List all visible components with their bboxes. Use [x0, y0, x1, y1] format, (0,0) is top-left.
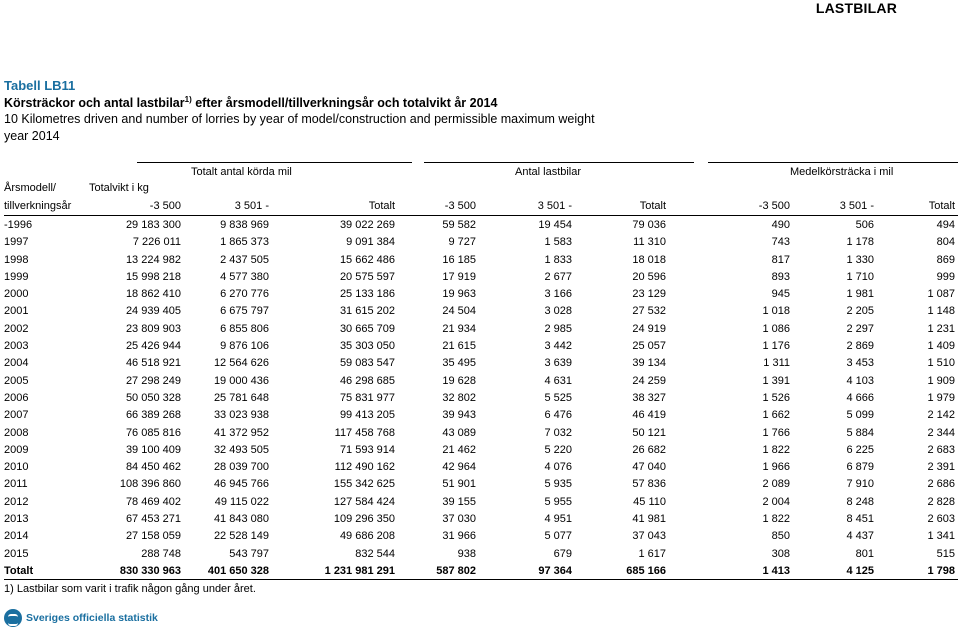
- cell-value: 46 419: [632, 409, 666, 422]
- cell-value: 4 666: [846, 391, 874, 404]
- cell-value: 4 437: [846, 530, 874, 543]
- cell-value: 2 603: [927, 513, 955, 526]
- cell-value: 25 133 186: [339, 288, 395, 301]
- cell-value: 97 364: [538, 564, 572, 577]
- cell-value: 39 134: [632, 357, 666, 370]
- cell-value: 587 802: [436, 564, 476, 577]
- cell-value: 1 979: [927, 391, 955, 404]
- sos-logo: [4, 609, 158, 627]
- cell-value: 18 862 410: [125, 288, 181, 301]
- cell-value: 19 454: [538, 219, 572, 231]
- cell-value: 19 000 436: [213, 374, 269, 387]
- cell-value: 39 022 269: [339, 219, 395, 231]
- cell-value: 1 409: [927, 340, 955, 353]
- cell-value: 1 710: [846, 270, 874, 283]
- cell-value: 4 577 380: [220, 270, 269, 283]
- cell-value: 21 934: [442, 322, 476, 335]
- cell-value: 4 125: [846, 564, 874, 577]
- cell-value: 20 575 597: [339, 270, 395, 283]
- cell-value: 999: [936, 270, 955, 283]
- group-header-antal: Antal lastbilar: [515, 166, 582, 178]
- row-year: 2006: [4, 391, 29, 404]
- col-subheader: Totalt: [928, 200, 955, 212]
- cell-value: 2 677: [544, 270, 572, 283]
- col-subheader: Totalt: [368, 200, 395, 212]
- cell-value: 41 372 952: [213, 426, 269, 439]
- cell-value: 743: [771, 236, 790, 249]
- cell-value: 66 389 268: [125, 409, 181, 422]
- cell-value: 15 998 218: [125, 270, 181, 283]
- cell-value: 17 919: [442, 270, 476, 283]
- cell-value: 2 869: [846, 340, 874, 353]
- row-year: 2014: [4, 530, 29, 543]
- cell-value: 1 798: [927, 564, 955, 577]
- cell-value: 11 310: [633, 236, 666, 249]
- cell-value: 21 462: [442, 443, 476, 456]
- group-header-total-mil: Totalt antal körda mil: [191, 166, 292, 178]
- table-row: [0, 459, 960, 476]
- cell-value: 1 148: [927, 305, 955, 318]
- cell-value: 4 076: [544, 461, 572, 474]
- cell-value: 38 327: [632, 391, 666, 404]
- group-line-mil: [137, 162, 412, 163]
- cell-value: 6 675 797: [220, 305, 269, 318]
- cell-value: 685 166: [626, 564, 666, 577]
- cell-value: 84 450 462: [125, 461, 181, 474]
- cell-value: 2 297: [846, 322, 874, 335]
- cell-value: 2 985: [544, 322, 572, 335]
- cell-value: 43 089: [442, 426, 476, 439]
- cell-value: 6 476: [544, 409, 572, 422]
- cell-value: 28 039 700: [213, 461, 269, 474]
- cell-value: 1 583: [544, 236, 572, 249]
- cell-value: 5 220: [544, 443, 572, 456]
- cell-value: 49 686 208: [339, 530, 395, 543]
- cell-value: 16 185: [442, 253, 476, 266]
- cell-value: 515: [936, 547, 955, 560]
- table-row: [0, 442, 960, 459]
- cell-value: 1 981: [846, 288, 874, 301]
- row-year: 2002: [4, 322, 29, 335]
- header-rule: [4, 215, 958, 216]
- table-row: [0, 338, 960, 355]
- cell-value: 109 296 350: [333, 513, 395, 526]
- row-year: 2001: [4, 305, 29, 318]
- cell-value: 127 584 424: [333, 495, 395, 508]
- cell-value: 18 018: [632, 253, 666, 266]
- cell-value: 108 396 860: [119, 478, 181, 491]
- sos-logo-text: Sveriges officiella statistik: [26, 612, 158, 624]
- cell-value: 6 855 806: [220, 322, 269, 335]
- cell-value: 2 089: [762, 478, 790, 491]
- row-year: 1999: [4, 270, 29, 283]
- row-year: 1997: [4, 236, 29, 249]
- cell-value: 1 662: [762, 409, 790, 422]
- cell-value: 3 442: [544, 340, 572, 353]
- cell-value: 830 330 963: [119, 564, 181, 577]
- cell-value: 506: [855, 219, 874, 231]
- group-header-medel: Medelkörsträcka i mil: [790, 166, 894, 178]
- row-year: 2012: [4, 495, 29, 508]
- table-row: [0, 407, 960, 424]
- table-row: [0, 217, 960, 234]
- bottom-rule: [4, 579, 958, 580]
- cell-value: 23 809 903: [125, 322, 181, 335]
- cell-value: 5 935: [544, 478, 572, 491]
- cell-value: 5 525: [544, 391, 572, 404]
- col-subheader: Totalt: [639, 200, 666, 212]
- cell-value: 869: [936, 253, 955, 266]
- row-year: 2005: [4, 374, 29, 387]
- cell-value: 27 298 249: [125, 374, 181, 387]
- cell-value: 13 224 982: [125, 253, 181, 266]
- col-header-arsmodell: Årsmodell/: [4, 182, 56, 194]
- col-header-tillverkningsar: tillverkningsår: [4, 200, 72, 212]
- row-year: 2010: [4, 461, 29, 474]
- table-row: [0, 234, 960, 251]
- table-row: [0, 321, 960, 338]
- cell-value: 71 593 914: [339, 443, 395, 456]
- cell-value: 1 909: [927, 374, 955, 387]
- table-row: [0, 252, 960, 269]
- cell-value: 1 833: [544, 253, 572, 266]
- cell-value: 1 510: [927, 357, 955, 370]
- cell-value: 59 083 547: [339, 357, 395, 370]
- footnote-marker: 1): [184, 95, 192, 104]
- cell-value: 25 057: [632, 340, 666, 353]
- row-year: 2004: [4, 357, 29, 370]
- row-year: 2015: [4, 547, 29, 560]
- cell-value: 26 682: [632, 443, 666, 456]
- col-subheader: 3 501 -: [234, 200, 269, 212]
- row-year: 2013: [4, 513, 29, 526]
- col-subheader: -3 500: [149, 200, 181, 212]
- cell-value: 804: [936, 236, 955, 249]
- cell-value: 99 413 205: [339, 409, 395, 422]
- page-header: LASTBILAR: [815, 0, 897, 16]
- cell-value: 37 043: [632, 530, 666, 543]
- cell-value: 288 748: [141, 547, 181, 560]
- cell-value: 46 518 921: [125, 357, 181, 370]
- cell-value: 9 876 106: [220, 340, 269, 353]
- cell-value: 112 490 162: [334, 461, 395, 474]
- cell-value: 490: [771, 219, 790, 231]
- cell-value: 2 344: [927, 426, 955, 439]
- subtitle-english: 10 Kilometres driven and number of lorries by year of model/construction and permissible maximum weight: [4, 112, 595, 126]
- footnote: 1) Lastbilar som varit i trafik någon gång under året.: [4, 583, 256, 595]
- cell-value: 31 615 202: [339, 305, 395, 318]
- table-row: [0, 390, 960, 407]
- cell-value: 46 945 766: [213, 478, 269, 491]
- cell-value: 19 628: [442, 374, 476, 387]
- cell-value: 7 032: [544, 426, 572, 439]
- cell-value: 79 036: [632, 219, 666, 231]
- table-row: [0, 355, 960, 372]
- cell-value: 2 391: [927, 461, 955, 474]
- cell-value: 2 142: [927, 409, 955, 422]
- cell-value: 7 910: [846, 478, 874, 491]
- cell-value: 1 865 373: [220, 236, 269, 249]
- cell-value: 1 176: [762, 340, 790, 353]
- cell-value: 6 270 776: [220, 288, 269, 301]
- cell-value: 50 050 328: [125, 391, 181, 404]
- cell-value: 46 298 685: [339, 374, 395, 387]
- col-subheader: 3 501 -: [537, 200, 572, 212]
- cell-value: 1 231: [927, 322, 955, 335]
- table-row: [0, 546, 960, 563]
- cell-value: 1 617: [638, 547, 666, 560]
- cell-value: 24 504: [442, 305, 476, 318]
- row-year: -1996: [4, 219, 33, 231]
- cell-value: 57 836: [632, 478, 666, 491]
- cell-value: 2 683: [927, 443, 955, 456]
- cell-value: 78 469 402: [125, 495, 181, 508]
- cell-value: 679: [553, 547, 572, 560]
- cell-value: 945: [771, 288, 790, 301]
- group-line-antal: [424, 162, 694, 163]
- cell-value: 1 822: [762, 443, 790, 456]
- cell-value: 32 493 505: [213, 443, 269, 456]
- cell-value: 1 086: [762, 322, 790, 335]
- cell-value: 850: [771, 530, 790, 543]
- cell-value: 9 727: [448, 236, 476, 249]
- sos-logo-icon: [4, 609, 22, 627]
- cell-value: 50 121: [632, 426, 666, 439]
- cell-value: 6 879: [846, 461, 874, 474]
- cell-value: 15 662 486: [339, 253, 395, 266]
- col-subheader: -3 500: [444, 200, 476, 212]
- cell-value: 3 166: [544, 288, 572, 301]
- table-row: [0, 511, 960, 528]
- row-year: Totalt: [4, 564, 34, 577]
- cell-value: 832 544: [355, 547, 395, 560]
- data-table: [0, 217, 960, 580]
- cell-value: 67 453 271: [125, 513, 181, 526]
- group-line-medel: [708, 162, 958, 163]
- cell-value: 1 330: [846, 253, 874, 266]
- cell-value: 9 838 969: [220, 219, 269, 231]
- cell-value: 2 205: [846, 305, 874, 318]
- cell-value: 49 115 022: [214, 495, 269, 508]
- cell-value: 41 843 080: [213, 513, 269, 526]
- cell-value: 817: [771, 253, 790, 266]
- cell-value: 27 158 059: [125, 530, 181, 543]
- cell-value: 47 040: [632, 461, 666, 474]
- cell-value: 7 226 011: [132, 236, 181, 249]
- cell-value: 5 884: [846, 426, 874, 439]
- cell-value: 39 943: [442, 409, 476, 422]
- cell-value: 1 822: [762, 513, 790, 526]
- cell-value: 3 028: [544, 305, 572, 318]
- cell-value: 31 966: [442, 530, 476, 543]
- cell-value: 27 532: [632, 305, 666, 318]
- cell-value: 51 901: [442, 478, 476, 491]
- cell-value: 23 129: [632, 288, 666, 301]
- cell-value: 543 797: [229, 547, 269, 560]
- cell-value: 1 526: [762, 391, 790, 404]
- cell-value: 32 802: [442, 391, 476, 404]
- table-row: [0, 476, 960, 493]
- table-row: [0, 494, 960, 511]
- cell-value: 4 631: [544, 374, 572, 387]
- cell-value: 938: [457, 547, 476, 560]
- cell-value: 76 085 816: [125, 426, 181, 439]
- cell-value: 21 615: [442, 340, 476, 353]
- cell-value: 45 110: [633, 495, 666, 508]
- cell-value: 1 341: [927, 530, 955, 543]
- table-row: [0, 269, 960, 286]
- table-title: Tabell LB11: [4, 78, 76, 93]
- cell-value: 8 248: [846, 495, 874, 508]
- row-year: 2003: [4, 340, 29, 353]
- cell-value: 5 077: [544, 530, 572, 543]
- table-row: [0, 425, 960, 442]
- cell-value: 22 528 149: [213, 530, 269, 543]
- cell-value: 39 100 409: [125, 443, 181, 456]
- col-header-totalvikt: Totalvikt i kg: [89, 182, 149, 194]
- col-subheader: -3 500: [758, 200, 790, 212]
- cell-value: 5 955: [544, 495, 572, 508]
- col-subheader: 3 501 -: [839, 200, 874, 212]
- cell-value: 3 453: [846, 357, 874, 370]
- cell-value: 30 665 709: [339, 322, 395, 335]
- row-year: 1998: [4, 253, 29, 266]
- subtitle-swedish: Körsträckor och antal lastbilar$^{1)}$ efter årsmodell/tillverkningsår och totalvikt år 2014: [4, 95, 498, 111]
- cell-value: 4 951: [544, 513, 572, 526]
- cell-value: 2 437 505: [220, 253, 269, 266]
- cell-value: 1 018: [762, 305, 790, 318]
- cell-value: 1 087: [927, 288, 955, 301]
- cell-value: 4 103: [846, 374, 874, 387]
- cell-value: 1 391: [762, 374, 790, 387]
- cell-value: 35 495: [442, 357, 476, 370]
- table-row: [0, 286, 960, 303]
- row-year: 2007: [4, 409, 29, 422]
- cell-value: 20 596: [632, 270, 666, 283]
- cell-value: 308: [771, 547, 790, 560]
- cell-value: 24 939 405: [125, 305, 181, 318]
- cell-value: 6 225: [846, 443, 874, 456]
- cell-value: 1 178: [846, 236, 874, 249]
- cell-value: 1 413: [762, 564, 790, 577]
- cell-value: 39 155: [442, 495, 476, 508]
- cell-value: 117 458 768: [334, 426, 395, 439]
- cell-value: 2 828: [927, 495, 955, 508]
- total-row: [0, 563, 960, 580]
- cell-value: 2 686: [927, 478, 955, 491]
- row-year: 2009: [4, 443, 29, 456]
- cell-value: 1 311: [763, 357, 790, 370]
- cell-value: 12 564 626: [213, 357, 269, 370]
- cell-value: 5 099: [846, 409, 874, 422]
- cell-value: 2 004: [762, 495, 790, 508]
- cell-value: 8 451: [846, 513, 874, 526]
- cell-value: 893: [771, 270, 790, 283]
- cell-value: 1 231 981 291: [324, 564, 395, 577]
- cell-value: 9 091 384: [346, 236, 395, 249]
- subtitle-english-cont: year 2014: [4, 129, 60, 143]
- cell-value: 35 303 050: [339, 340, 395, 353]
- cell-value: 19 963: [442, 288, 476, 301]
- cell-value: 41 981: [632, 513, 666, 526]
- row-year: 2011: [4, 478, 28, 491]
- table-row: [0, 528, 960, 545]
- table-row: [0, 303, 960, 320]
- cell-value: 24 259: [632, 374, 666, 387]
- cell-value: 801: [855, 547, 874, 560]
- cell-value: 29 183 300: [125, 219, 181, 231]
- row-year: 2000: [4, 288, 29, 301]
- cell-value: 25 426 944: [125, 340, 181, 353]
- cell-value: 1 966: [762, 461, 790, 474]
- table-row: [0, 373, 960, 390]
- cell-value: 1 766: [762, 426, 790, 439]
- cell-value: 37 030: [442, 513, 476, 526]
- cell-value: 155 342 625: [333, 478, 395, 491]
- cell-value: 25 781 648: [213, 391, 269, 404]
- cell-value: 24 919: [632, 322, 666, 335]
- cell-value: 33 023 938: [213, 409, 269, 422]
- row-year: 2008: [4, 426, 29, 439]
- cell-value: 42 964: [442, 461, 476, 474]
- cell-value: 494: [936, 219, 955, 231]
- cell-value: 3 639: [544, 357, 572, 370]
- cell-value: 75 831 977: [339, 391, 395, 404]
- cell-value: 401 650 328: [207, 564, 269, 577]
- cell-value: 59 582: [442, 219, 476, 231]
